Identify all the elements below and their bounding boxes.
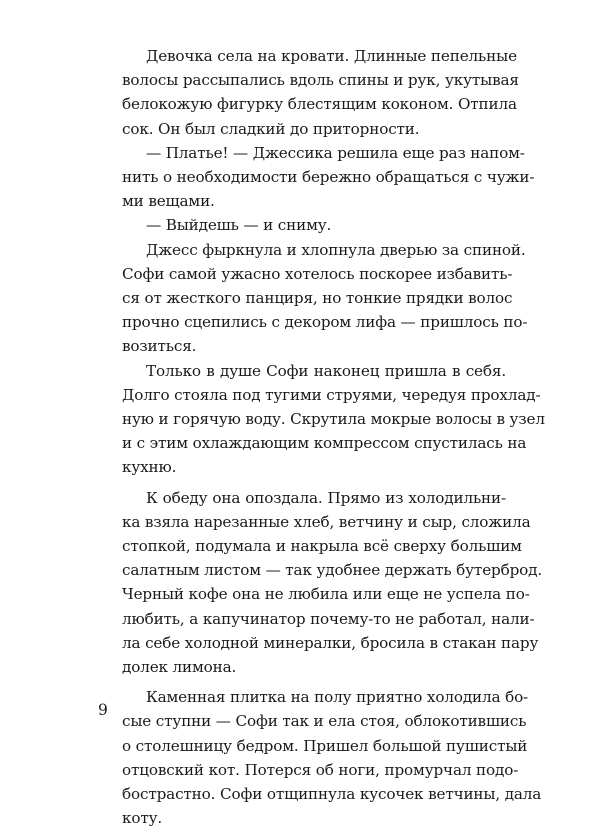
text-line: белокожую фигурку блестящим коконом. Отпила xyxy=(122,95,517,114)
text-line: о столешницу бедром. Пришел большой пушистый xyxy=(122,736,528,755)
text-line: Черный кофе она не любила или еще не успела по- xyxy=(122,585,530,604)
text-line: нить о необходимости бережно обращаться с чужи- xyxy=(122,168,535,187)
text-line: ла себе холодной минералки, бросила в стакан пару xyxy=(122,633,539,652)
text-line: К обеду она опоздала. Прямо из холодильни- xyxy=(146,488,506,507)
paragraph xyxy=(98,44,519,141)
text-line: волосы рассыпались вдоль спины и рук, укутывая xyxy=(122,71,519,90)
paragraph xyxy=(98,141,535,214)
text-line: отцовский кот. Потерся об ноги, промурчал подо- xyxy=(122,760,519,779)
text-line: ную и горячую воду. Скрутила мокрые волосы в узел xyxy=(122,410,545,429)
text-line: коту. xyxy=(122,809,163,828)
text-line: прочно сцепились с декором лифа — пришлось по- xyxy=(122,313,528,332)
text-line: любить, а капучинатор почему-то не работал, нали- xyxy=(122,609,535,628)
paragraph xyxy=(98,685,542,830)
paragraph xyxy=(98,213,506,237)
paragraph xyxy=(98,359,545,480)
paragraph xyxy=(98,238,528,359)
text-line: ся от жесткого панциря, но тонкие прядки волос xyxy=(122,289,513,308)
paragraph xyxy=(98,486,543,680)
text-line: Долго стояла под тугими струями, чередуя прохлад- xyxy=(122,385,541,404)
text-line: возиться. xyxy=(122,337,197,356)
text-line: ка взяла нарезанные хлеб, ветчину и сыр, сложила xyxy=(122,512,531,531)
text-line: Девочка села на кровати. Длинные пепельные xyxy=(146,47,517,65)
text-line: Только в душе Софи наконец пришла в себя. xyxy=(146,361,506,380)
text-line: сок. Он был сладкий до приторности. xyxy=(122,119,420,138)
text-line: Джесс фыркнула и хлопнула дверью за спиной. xyxy=(146,240,526,259)
text-line: — Выйдешь — и сниму. xyxy=(146,216,332,235)
text-line: сые ступни — Софи так и ела стоя, облокотившись xyxy=(122,712,527,731)
text-line: — Платье! — Джессика решила еще раз напом- xyxy=(146,143,525,162)
text-line: бострастно. Софи отщипнула кусочек ветчины, дала xyxy=(122,785,542,804)
text-line: и с этим охлаждающим компрессом спустилась на xyxy=(122,434,527,453)
text-line: стопкой, подумала и накрыла всё сверху большим xyxy=(122,537,522,556)
text-line: ми вещами. xyxy=(122,192,215,211)
text-line: Софи самой ужасно хотелось поскорее избавить- xyxy=(122,264,513,283)
text-line: салатным листом — так удобнее держать бутерброд. xyxy=(122,561,543,580)
text-line: Каменная плитка на полу приятно холодила бо- xyxy=(146,688,529,707)
text-line: долек лимона. xyxy=(122,658,237,677)
page-number: 9 xyxy=(98,701,108,719)
page-body xyxy=(98,44,545,831)
text-line: кухню. xyxy=(122,458,177,477)
